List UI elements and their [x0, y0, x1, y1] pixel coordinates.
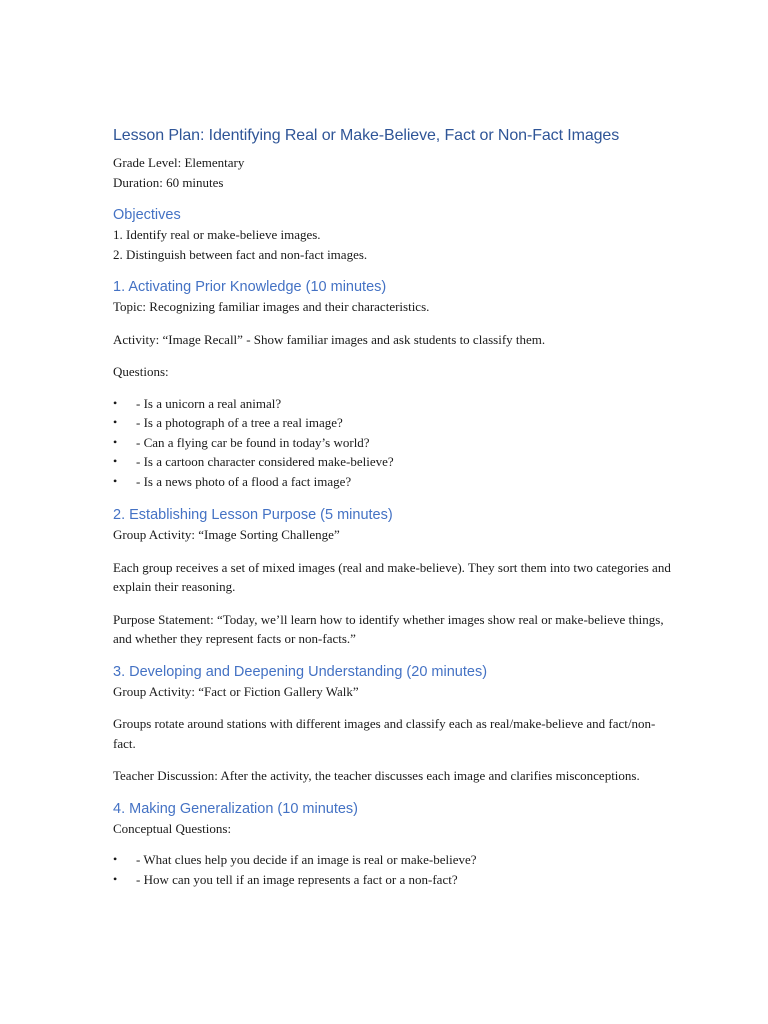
section-3-paragraph: Groups rotate around stations with different images and classify each as real/make-believe and fact/non-fact. — [113, 716, 656, 751]
duration: Duration: 60 minutes — [113, 174, 224, 190]
bullet-marker: • — [113, 473, 118, 488]
list-item — [113, 472, 673, 492]
section-1-topic: Topic: Recognizing familiar images and their characteristics. — [113, 299, 430, 314]
grade-level: Grade Level: Elementary — [113, 155, 245, 170]
list-item — [113, 870, 673, 890]
objectives-heading: Objectives — [113, 207, 181, 223]
section-4-question-list — [113, 850, 673, 889]
section-4-label: Conceptual Questions: — [113, 820, 232, 836]
section-2-purpose: Purpose Statement: “Today, we’ll learn how to identify whether images show real or make-believe things, and whether they represent facts or non-facts.” — [113, 611, 664, 646]
question-text: - How can you tell if an image represents a fact or a non-fact? — [136, 871, 458, 887]
question-text: - Can a flying car be found in today’s world? — [136, 434, 370, 450]
document-body — [113, 124, 673, 889]
section-1-question-list — [113, 394, 673, 492]
question-text: - What clues help you decide if an image is real or make-believe? — [136, 852, 477, 867]
bullet-marker: • — [113, 871, 118, 886]
question-text: - Is a news photo of a flood a fact image? — [136, 473, 352, 489]
list-item — [113, 394, 673, 414]
list-item — [113, 452, 673, 472]
section-3-heading: 3. Developing and Deepening Understanding (20 minutes) — [113, 663, 488, 680]
section-2-group-activity: Group Activity: “Image Sorting Challenge” — [113, 527, 340, 542]
section-1-questions-label: Questions: — [113, 364, 169, 379]
bullet-marker: • — [113, 434, 118, 449]
section-1-activity: Activity: “Image Recall” - Show familiar images and ask students to classify them. — [113, 331, 546, 347]
document-title: Lesson Plan: Identifying Real or Make-Believe, Fact or Non-Fact Images — [113, 127, 620, 144]
bullet-marker: • — [113, 852, 118, 866]
question-text: - Is a photograph of a tree a real image? — [136, 415, 343, 430]
list-item — [113, 433, 673, 453]
bullet-marker: • — [113, 454, 118, 468]
question-text: - Is a unicorn a real animal? — [136, 395, 282, 411]
bullet-marker: • — [113, 395, 118, 410]
section-3-group-activity: Group Activity: “Fact or Fiction Gallery Walk” — [113, 683, 359, 699]
list-item — [113, 413, 673, 433]
section-2-paragraph: Each group receives a set of mixed images (real and make-believe). They sort them into two categories and explain their reasoning. — [113, 559, 671, 594]
section-4-heading: 4. Making Generalization (10 minutes) — [113, 800, 359, 817]
section-1-heading: 1. Activating Prior Knowledge (10 minutes) — [113, 279, 387, 295]
bullet-marker: • — [113, 415, 118, 429]
question-text: - Is a cartoon character considered make-believe? — [136, 454, 394, 469]
section-3-discussion: Teacher Discussion: After the activity, the teacher discusses each image and clarifies misconceptions. — [113, 768, 640, 783]
list-item — [113, 850, 673, 870]
objective-item: 2. Distinguish between fact and non-fact images. — [113, 246, 368, 262]
section-2-heading: 2. Establishing Lesson Purpose (5 minutes) — [113, 507, 393, 523]
objective-item: 1. Identify real or make-believe images. — [113, 227, 321, 242]
